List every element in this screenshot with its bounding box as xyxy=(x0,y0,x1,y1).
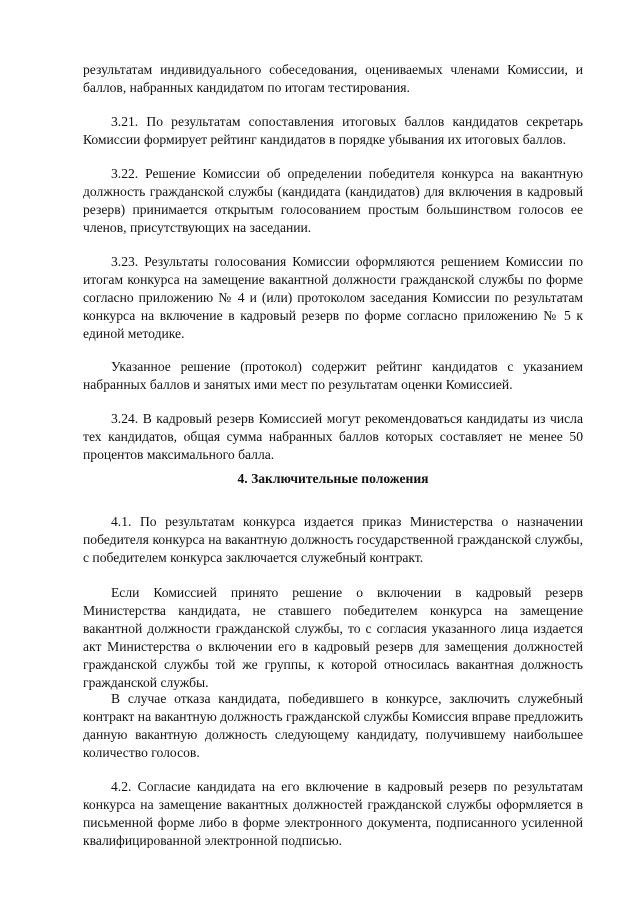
paragraph-3-22: 3.22. Решение Комиссии об определении победителя конкурса на вакантную должность гражданской службы (кандидата (кандидатов) для включения в кадровый резерв) принимается открытым голосованием простым большинством голосов ее членов, присутствующих на заседании. xyxy=(83,166,583,235)
paragraph-3-21: 3.21. По результатам сопоставления итоговых баллов кандидатов секретарь Комиссии формирует рейтинг кандидатов в порядке убывания их итоговых баллов. xyxy=(83,114,583,147)
section-heading: 4. Заключительные положения xyxy=(237,471,429,486)
paragraph-4-2: 4.2. Согласие кандидата на его включение в кадровый резерв по результатам конкурса на замещение вакантных должностей гражданской службы оформляется в письменной форме либо в форме электронного документа, подписанного усиленной квалифицированной электронной подписью. xyxy=(83,779,583,848)
paragraph-decision-rating: Указанное решение (протокол) содержит рейтинг кандидатов с указанием набранных баллов и занятых ими мест по результатам оценки Комиссией. xyxy=(83,359,583,392)
paragraph-reserve-inclusion: Если Комиссией принято решение о включении в кадровый резерв Министерства кандидата, не ставшего победителем конкурса на замещение вакантной должности гражданской службы, то с согласия указанного лица издается акт Министерства о включении его в кадровый резерв для замещения должностей гражданской службы той же группы, к которой относилась вакантная должность гражданской службы. xyxy=(83,585,583,690)
paragraph-3-23: 3.23. Результаты голосования Комиссии оформляются решением Комиссии по итогам конкурса на замещение вакантной должности гражданской службы по форме согласно приложению № 4 и (или) протоколом заседания Комиссии по результатам конкурса на включение в кадровый резерв по форме согласно приложению № 5 к единой методике. xyxy=(83,254,583,341)
paragraph-4-1: 4.1. По результатам конкурса издается приказ Министерства о назначении победителя конкурса на вакантную должность государственной гражданской службы, с победителем конкурса заключается служебный контракт. xyxy=(83,514,583,565)
paragraph-candidate-refusal: В случае отказа кандидата, победившего в конкурсе, заключить служебный контракт на вакантную должность гражданской службы Комиссия вправе предложить данную вакантную должность следующему кандидату, получившему наибольшее количество голосов. xyxy=(83,691,583,760)
paragraph-3-24: 3.24. В кадровый резерв Комиссией могут рекомендоваться кандидаты из числа тех кандидатов, общая сумма набранных баллов которых составляет не менее 50 процентов максимального балла. xyxy=(83,411,583,462)
paragraph-continuation: результатам индивидуального собеседования, оцениваемых членами Комиссии, и баллов, набранных кандидатом по итогам тестирования. xyxy=(83,62,583,95)
